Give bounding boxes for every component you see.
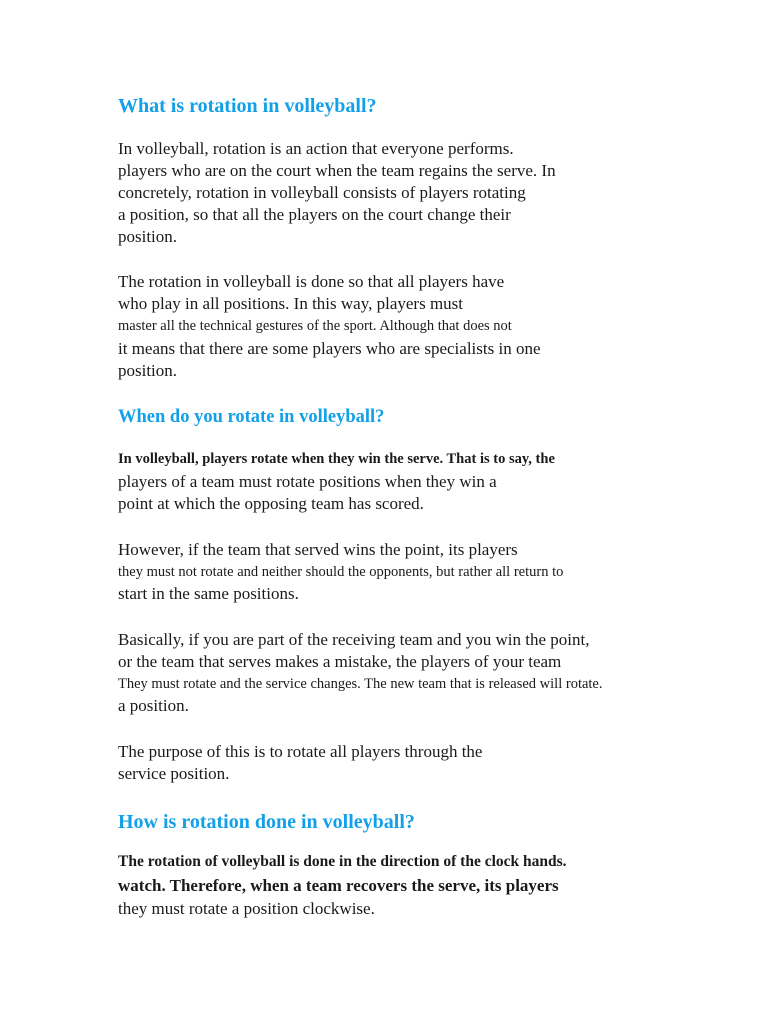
paragraph-line: They must rotate and the service changes. The new team that is released will rotate. [118, 676, 603, 692]
paragraph-line: The rotation of volleyball is done in the direction of the clock hands. [118, 853, 567, 870]
paragraph-line: master all the technical gestures of the sport. Although that does not [118, 318, 512, 334]
paragraph-line: start in the same positions. [118, 584, 299, 603]
paragraph-line: However, if the team that served wins the point, its players [118, 540, 518, 559]
paragraph-line: In volleyball, rotation is an action that everyone performs. [118, 139, 514, 158]
section-heading-when-rotate: When do you rotate in volleyball? [118, 407, 385, 427]
paragraph-line: or the team that serves makes a mistake, the players of your team [118, 652, 562, 671]
section-heading-how-rotation-done: How is rotation done in volleyball? [118, 811, 415, 833]
paragraph-line: watch. Therefore, when a team recovers the serve, its players [118, 876, 559, 895]
paragraph-line: In volleyball, players rotate when they win the serve. That is to say, the [118, 451, 555, 467]
paragraph-line: Basically, if you are part of the receiving team and you win the point, [118, 630, 590, 649]
paragraph-line: they must rotate a position clockwise. [118, 899, 375, 918]
paragraph-line: players of a team must rotate positions when they win a [118, 472, 497, 491]
paragraph-line: service position. [118, 764, 230, 783]
paragraph-line: position. [118, 361, 178, 380]
paragraph-line: The purpose of this is to rotate all players through the [118, 742, 483, 761]
paragraph-line: The rotation in volleyball is done so that all players have [118, 272, 505, 291]
paragraph-line: position. [118, 227, 178, 246]
paragraph-line: they must not rotate and neither should the opponents, but rather all return to [118, 564, 564, 580]
section-heading-what-is-rotation: What is rotation in volleyball? [118, 95, 377, 117]
paragraph-line: concretely, rotation in volleyball consists of players rotating [118, 183, 526, 202]
paragraph-line: point at which the opposing team has scored. [118, 494, 424, 513]
paragraph-line: a position. [118, 696, 189, 715]
paragraph-line: who play in all positions. In this way, players must [118, 294, 464, 313]
paragraph-line: a position, so that all the players on the court change their [118, 205, 511, 224]
paragraph-line: players who are on the court when the team regains the serve. In [118, 161, 556, 180]
paragraph-line: it means that there are some players who are specialists in one [118, 339, 541, 358]
